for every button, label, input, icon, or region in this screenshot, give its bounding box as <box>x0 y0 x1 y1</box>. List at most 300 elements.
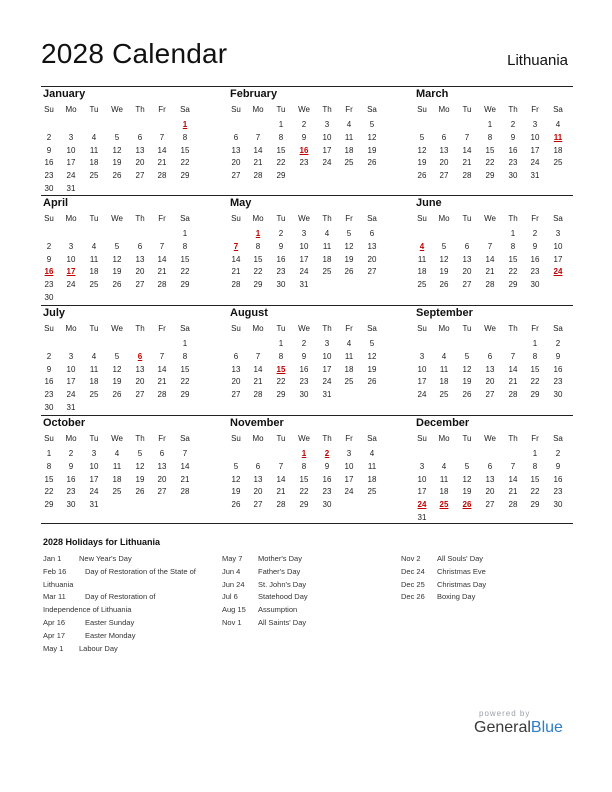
date-cell: 26 <box>462 390 472 400</box>
date-cell: 8 <box>255 241 261 251</box>
date-cell: 12 <box>439 254 449 264</box>
date-cell: 27 <box>135 280 145 290</box>
date-cell: 5 <box>114 132 120 142</box>
date-cell: 9 <box>555 351 561 361</box>
date-cell: 3 <box>324 120 330 129</box>
date-cell: 1 <box>182 229 188 238</box>
date-cell: 1 <box>510 229 516 238</box>
date-cell: 7 <box>182 449 188 458</box>
date-cell: 20 <box>485 377 495 387</box>
date-cell: 25 <box>439 390 449 400</box>
holiday-date-label: Nov 1 <box>222 617 242 627</box>
weekday-label: Tu <box>89 324 99 333</box>
date-cell: 24 <box>322 158 332 168</box>
date-cell: 15 <box>299 474 309 484</box>
date-cell: 12 <box>112 145 122 155</box>
date-cell: 20 <box>135 377 145 387</box>
date-cell: 4 <box>91 132 97 142</box>
date-cell: 14 <box>462 145 472 155</box>
date-cell: 3 <box>419 461 425 471</box>
date-cell: 24 <box>530 158 540 168</box>
date-cell: 26 <box>112 390 122 400</box>
month-january <box>43 88 203 193</box>
date-cell: 28 <box>253 171 263 181</box>
date-cell: 25 <box>417 280 427 290</box>
date-cell: 21 <box>462 158 472 168</box>
weekday-label: We <box>298 324 310 333</box>
date-cell: 21 <box>485 267 495 277</box>
date-cell: 15 <box>180 254 190 264</box>
date-cell: 2 <box>301 339 307 348</box>
date-cell: 9 <box>46 254 52 264</box>
date-cell: 11 <box>344 132 354 142</box>
date-cell: 2 <box>46 132 52 142</box>
brand-logo[interactable] <box>474 719 563 737</box>
date-cell: 20 <box>135 158 145 168</box>
date-cell: 23 <box>44 390 54 400</box>
date-cell: 10 <box>66 145 76 155</box>
holiday-name: Assumption <box>258 605 298 615</box>
weekday-label: Fr <box>345 214 353 223</box>
holiday-date-label: May 1 <box>43 643 64 653</box>
date-cell: 30 <box>553 390 563 400</box>
date-cell: 27 <box>485 390 495 400</box>
holiday-item <box>43 591 213 617</box>
date-cell: 3 <box>68 351 74 361</box>
date-cell: 29 <box>508 280 518 290</box>
date-cell: 12 <box>367 132 377 142</box>
holiday-item <box>43 643 213 656</box>
date-cell: 16 <box>508 145 518 155</box>
date-cell: 1 <box>487 120 493 129</box>
date-cell: 9 <box>324 461 330 471</box>
weekday-label: We <box>484 214 496 223</box>
date-cell: 12 <box>344 241 354 251</box>
date-cell: 26 <box>367 377 377 387</box>
weekday-label: Tu <box>276 105 286 114</box>
date-cell: 15 <box>180 364 190 374</box>
date-cell: 8 <box>532 461 538 471</box>
date-cell: 21 <box>276 487 286 497</box>
page-title: 2028 Calendar <box>41 38 228 69</box>
date-cell: 18 <box>89 158 99 168</box>
date-cell: 13 <box>157 461 167 471</box>
date-cell: 3 <box>324 339 330 348</box>
date-cell: 28 <box>462 171 472 181</box>
date-cell: 23 <box>553 487 563 497</box>
date-cell: 3 <box>91 449 97 458</box>
date-cell: 6 <box>255 461 261 471</box>
date-cell: 28 <box>508 390 518 400</box>
date-cell: 21 <box>508 487 518 497</box>
date-cell: 27 <box>231 390 241 400</box>
date-cell: 7 <box>464 132 470 142</box>
date-cell: 5 <box>137 449 143 458</box>
date-cell: 14 <box>253 145 263 155</box>
holiday-date: 11 <box>553 132 563 142</box>
date-cell: 7 <box>510 461 516 471</box>
holiday-date-label: Jun 4 <box>222 566 241 576</box>
weekday-label: We <box>111 105 123 114</box>
holiday-date: 16 <box>44 267 54 277</box>
holiday-item <box>401 591 571 604</box>
weekday-label: Tu <box>462 324 472 333</box>
date-cell: 7 <box>159 351 165 361</box>
weekday-label: Tu <box>462 105 472 114</box>
date-cell: 16 <box>276 254 286 264</box>
weekday-label: Fr <box>158 434 166 443</box>
weekday-label: We <box>298 214 310 223</box>
date-cell: 6 <box>233 351 239 361</box>
date-cell: 12 <box>367 351 377 361</box>
holiday-date: 1 <box>255 229 261 238</box>
weekday-label: We <box>111 434 123 443</box>
date-cell: 25 <box>553 158 563 168</box>
weekday-label: Th <box>322 214 332 223</box>
date-cell: 28 <box>157 171 167 181</box>
holiday-name: Labour Day <box>79 643 118 653</box>
date-cell: 26 <box>135 487 145 497</box>
holiday-column <box>401 553 571 604</box>
date-cell: 22 <box>299 487 309 497</box>
weekday-label: We <box>484 324 496 333</box>
date-cell: 14 <box>157 364 167 374</box>
date-cell: 24 <box>66 390 76 400</box>
weekday-label: Mo <box>65 324 77 333</box>
date-cell: 11 <box>367 461 377 471</box>
date-cell: 4 <box>441 461 447 471</box>
date-cell: 21 <box>253 158 263 168</box>
date-cell: 31 <box>530 171 540 181</box>
holiday-date: 17 <box>66 267 76 277</box>
weekday-label: Tu <box>276 434 286 443</box>
date-cell: 18 <box>417 267 427 277</box>
date-cell: 7 <box>255 132 261 142</box>
date-cell: 14 <box>157 254 167 264</box>
date-cell: 21 <box>253 377 263 387</box>
holiday-date-label: Jun 24 <box>222 579 245 589</box>
holiday-date: 2 <box>324 449 330 458</box>
holiday-name: St. John's Day <box>258 579 307 589</box>
date-cell: 7 <box>159 132 165 142</box>
date-cell: 13 <box>462 254 472 264</box>
date-cell: 19 <box>462 487 472 497</box>
brand-blue: Blue <box>530 719 563 736</box>
date-cell: 31 <box>89 500 99 510</box>
holiday-column <box>43 553 213 655</box>
weekday-label: Mo <box>252 105 264 114</box>
month-september <box>416 307 576 412</box>
holiday-item <box>43 566 213 592</box>
weekday-label: Tu <box>89 214 99 223</box>
holiday-name: Mother's Day <box>258 554 302 563</box>
date-cell: 9 <box>68 461 74 471</box>
date-cell: 18 <box>322 254 332 264</box>
weekday-label: Mo <box>438 324 450 333</box>
date-cell: 16 <box>299 364 309 374</box>
weekday-label: Fr <box>345 105 353 114</box>
weekday-label: Fr <box>531 434 539 443</box>
date-cell: 24 <box>344 487 354 497</box>
date-cell: 6 <box>233 132 239 142</box>
date-cell: 19 <box>112 377 122 387</box>
date-cell: 23 <box>66 487 76 497</box>
date-cell: 4 <box>346 339 352 348</box>
date-cell: 31 <box>66 403 76 412</box>
date-cell: 17 <box>322 145 332 155</box>
date-cell: 15 <box>253 254 263 264</box>
holiday-date-label: Dec 24 <box>401 566 425 576</box>
weekday-label: We <box>484 105 496 114</box>
holiday-date: 15 <box>276 364 286 374</box>
date-cell: 11 <box>89 254 99 264</box>
date-cell: 12 <box>462 364 472 374</box>
weekday-label: Su <box>417 434 427 443</box>
date-cell: 5 <box>233 461 239 471</box>
date-cell: 24 <box>417 390 427 400</box>
holiday-date-label: Dec 26 <box>401 592 425 602</box>
date-cell: 9 <box>301 351 307 361</box>
weekday-label: Tu <box>276 214 286 223</box>
date-cell: 22 <box>180 377 190 387</box>
holiday-date-label: Mar 11 <box>43 592 66 602</box>
date-cell: 25 <box>112 487 122 497</box>
month-december <box>416 417 576 522</box>
date-cell: 19 <box>439 267 449 277</box>
weekday-label: Sa <box>180 324 190 333</box>
holiday-date: 7 <box>233 241 239 251</box>
divider <box>41 86 573 87</box>
date-cell: 17 <box>530 145 540 155</box>
date-cell: 27 <box>439 171 449 181</box>
date-cell: 31 <box>299 280 309 290</box>
date-cell: 26 <box>417 171 427 181</box>
date-cell: 2 <box>46 241 52 251</box>
weekday-label: Th <box>508 105 518 114</box>
date-cell: 12 <box>112 364 122 374</box>
date-cell: 24 <box>299 267 309 277</box>
date-cell: 25 <box>322 267 332 277</box>
date-cell: 11 <box>89 364 99 374</box>
date-cell: 5 <box>441 241 447 251</box>
holiday-date-label: Jul 6 <box>222 592 238 602</box>
month-name: June <box>416 197 442 209</box>
date-cell: 18 <box>344 145 354 155</box>
date-cell: 4 <box>91 351 97 361</box>
date-cell: 16 <box>553 364 563 374</box>
date-cell: 28 <box>253 390 263 400</box>
date-cell: 4 <box>346 120 352 129</box>
weekday-label: Su <box>231 214 241 223</box>
date-cell: 13 <box>231 364 241 374</box>
date-cell: 18 <box>439 487 449 497</box>
weekday-label: Th <box>135 214 145 223</box>
date-cell: 25 <box>367 487 377 497</box>
date-cell: 7 <box>159 241 165 251</box>
weekday-label: Sa <box>367 324 377 333</box>
weekday-label: Su <box>417 324 427 333</box>
month-name: April <box>43 197 69 209</box>
date-cell: 6 <box>137 132 143 142</box>
holiday-date-label: Apr 17 <box>43 630 66 640</box>
month-april <box>43 197 203 302</box>
holiday-date: 26 <box>462 500 472 510</box>
date-cell: 14 <box>157 145 167 155</box>
weekday-label: Mo <box>65 434 77 443</box>
date-cell: 10 <box>322 132 332 142</box>
date-cell: 29 <box>180 280 190 290</box>
date-cell: 13 <box>135 364 145 374</box>
date-cell: 30 <box>322 500 332 510</box>
date-cell: 4 <box>114 449 120 458</box>
weekday-label: Sa <box>553 214 563 223</box>
divider <box>41 523 573 524</box>
weekday-label: Fr <box>345 324 353 333</box>
month-november <box>230 417 390 522</box>
date-cell: 11 <box>439 474 449 484</box>
weekday-label: Su <box>231 434 241 443</box>
weekday-label: We <box>111 324 123 333</box>
date-cell: 29 <box>530 390 540 400</box>
date-cell: 16 <box>44 377 54 387</box>
date-cell: 18 <box>553 145 563 155</box>
weekday-label: Su <box>44 434 54 443</box>
date-cell: 3 <box>301 229 307 238</box>
date-cell: 2 <box>555 339 561 348</box>
date-cell: 15 <box>530 474 540 484</box>
date-cell: 20 <box>231 377 241 387</box>
date-cell: 27 <box>367 267 377 277</box>
date-cell: 22 <box>508 267 518 277</box>
date-cell: 2 <box>68 449 74 458</box>
holiday-date: 6 <box>137 351 143 361</box>
weekday-label: Fr <box>531 324 539 333</box>
date-cell: 16 <box>553 474 563 484</box>
date-cell: 23 <box>44 280 54 290</box>
date-cell: 2 <box>278 229 284 238</box>
holiday-name: Christmas Day <box>437 579 487 589</box>
holiday-item <box>222 617 392 630</box>
holiday-item <box>43 553 213 566</box>
date-cell: 29 <box>276 171 286 181</box>
holiday-date-label: Jan 1 <box>43 554 62 563</box>
date-cell: 10 <box>66 364 76 374</box>
date-cell: 14 <box>508 364 518 374</box>
date-cell: 15 <box>508 254 518 264</box>
date-cell: 28 <box>157 390 167 400</box>
weekday-label: Tu <box>89 434 99 443</box>
date-cell: 22 <box>530 487 540 497</box>
date-cell: 5 <box>346 229 352 238</box>
date-cell: 18 <box>89 267 99 277</box>
date-cell: 26 <box>231 500 241 510</box>
date-cell: 26 <box>112 280 122 290</box>
weekday-label: Tu <box>462 214 472 223</box>
date-cell: 10 <box>417 474 427 484</box>
date-cell: 14 <box>276 474 286 484</box>
date-cell: 18 <box>89 377 99 387</box>
date-cell: 31 <box>417 513 427 522</box>
date-cell: 11 <box>417 254 427 264</box>
date-cell: 19 <box>462 377 472 387</box>
month-name: November <box>230 417 284 429</box>
date-cell: 20 <box>231 158 241 168</box>
date-cell: 14 <box>180 461 190 471</box>
holiday-item <box>222 579 392 592</box>
date-cell: 7 <box>510 351 516 361</box>
date-cell: 14 <box>253 364 263 374</box>
date-cell: 6 <box>441 132 447 142</box>
date-cell: 1 <box>532 339 538 348</box>
date-cell: 16 <box>530 254 540 264</box>
date-cell: 3 <box>555 229 561 238</box>
holiday-date: 16 <box>299 145 309 155</box>
date-cell: 17 <box>344 474 354 484</box>
weekday-label: Mo <box>438 214 450 223</box>
month-name: March <box>416 88 449 100</box>
date-cell: 11 <box>89 145 99 155</box>
date-cell: 5 <box>114 351 120 361</box>
weekday-label: Mo <box>252 324 264 333</box>
holiday-name: Statehood Day <box>258 592 308 602</box>
date-cell: 19 <box>231 487 241 497</box>
date-cell: 19 <box>367 145 377 155</box>
date-cell: 11 <box>112 461 122 471</box>
date-cell: 2 <box>46 351 52 361</box>
date-cell: 3 <box>68 241 74 251</box>
date-cell: 16 <box>322 474 332 484</box>
month-name: September <box>416 307 473 319</box>
holiday-item <box>43 630 213 643</box>
date-cell: 16 <box>66 474 76 484</box>
weekday-label: Sa <box>553 105 563 114</box>
weekday-label: Su <box>44 105 54 114</box>
date-cell: 10 <box>553 241 563 251</box>
holiday-item <box>222 591 392 604</box>
date-cell: 11 <box>322 241 332 251</box>
date-cell: 22 <box>44 487 54 497</box>
date-cell: 4 <box>441 351 447 361</box>
date-cell: 3 <box>532 120 538 129</box>
date-cell: 9 <box>278 241 284 251</box>
date-cell: 22 <box>180 158 190 168</box>
weekday-label: Su <box>417 214 427 223</box>
holiday-item <box>222 566 392 579</box>
date-cell: 21 <box>157 377 167 387</box>
weekday-label: Th <box>135 324 145 333</box>
weekday-label: Sa <box>180 105 190 114</box>
month-august <box>230 307 390 412</box>
date-cell: 1 <box>46 449 52 458</box>
date-cell: 7 <box>278 461 284 471</box>
date-cell: 30 <box>508 171 518 181</box>
date-cell: 2 <box>301 120 307 129</box>
date-cell: 23 <box>322 487 332 497</box>
weekday-label: Th <box>322 434 332 443</box>
date-cell: 10 <box>89 461 99 471</box>
date-cell: 19 <box>112 267 122 277</box>
date-cell: 17 <box>553 254 563 264</box>
date-cell: 3 <box>419 351 425 361</box>
date-cell: 14 <box>508 474 518 484</box>
date-cell: 25 <box>344 158 354 168</box>
month-name: January <box>43 88 86 100</box>
country-name: Lithuania <box>507 52 568 69</box>
date-cell: 30 <box>66 500 76 510</box>
date-cell: 15 <box>276 145 286 155</box>
date-cell: 22 <box>485 158 495 168</box>
date-cell: 5 <box>369 339 375 348</box>
